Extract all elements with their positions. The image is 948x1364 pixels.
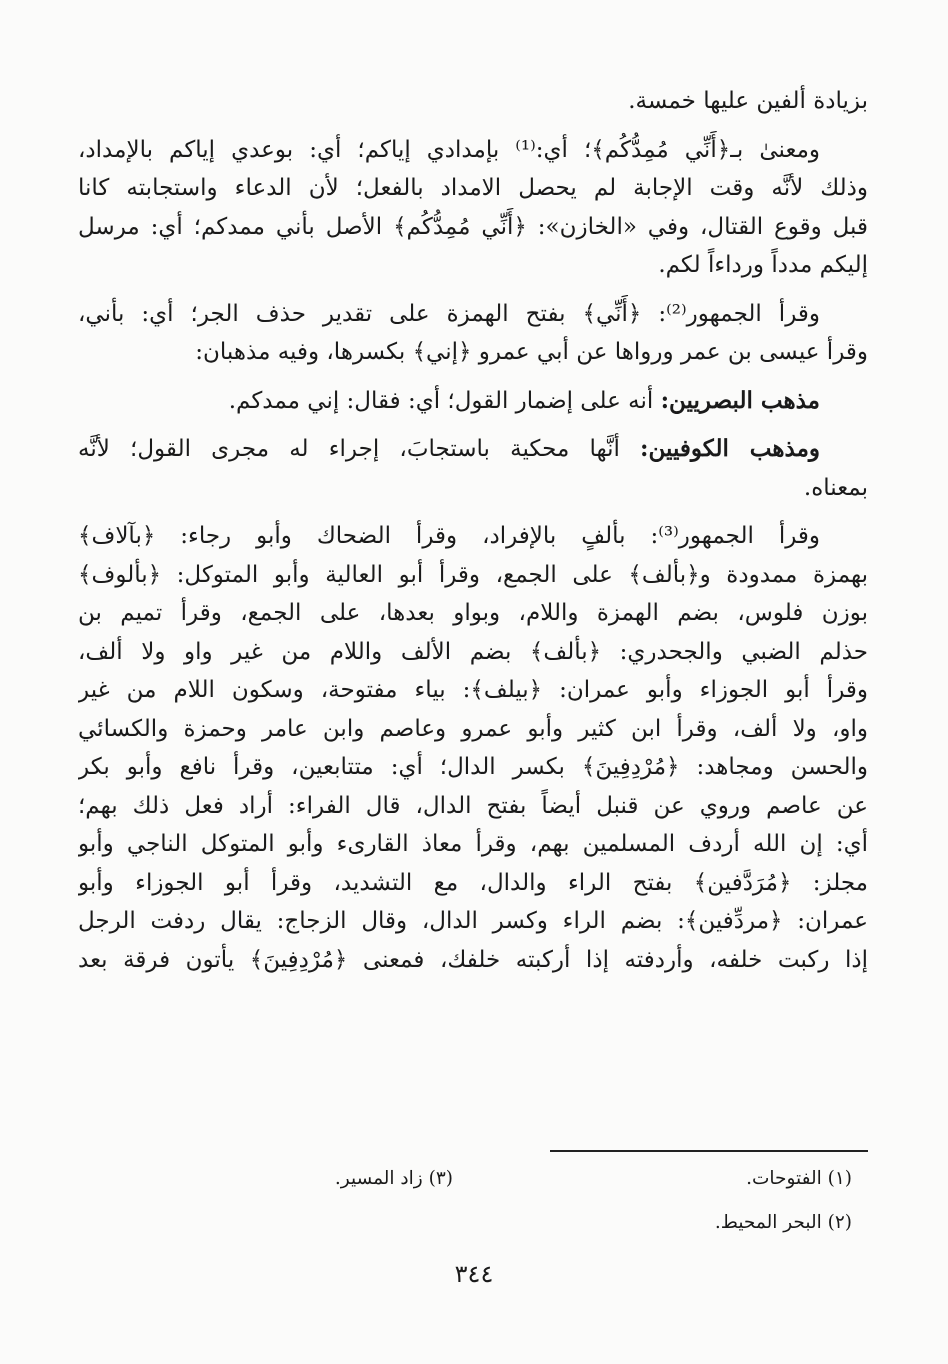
text-line: [78, 469, 868, 508]
text-line: [78, 382, 868, 421]
text-line: [78, 787, 868, 826]
line-text: إليكم مدداً ورداءاً لكم.: [658, 252, 868, 278]
line-text: أي: إن الله أردف المسلمين بهم، وقرأ معاذ القارىء وأبو المتوكل الناجي وأبو: [78, 831, 868, 857]
line-text: واو، ولا ألف، وقرأ ابن كثير وأبو عمرو وعاصم وابن عامر وحمزة والكسائي: [78, 715, 868, 742]
text-line: [78, 556, 868, 595]
paragraph-gap: [78, 507, 868, 517]
line-text: وقرأ عيسى بن عمر ورواها عن أبي عمرو ﴿إني﴾ بكسرها، وفيه مذهبان:: [195, 339, 868, 365]
text-line: [78, 246, 868, 285]
line-text: إذا ركبت خلفه، وأردفته إذا أركبته خلفك، فمعنى ﴿مُرْدِفِينَ﴾ يأتون فرقة بعد: [78, 946, 868, 973]
text-line: [78, 430, 868, 469]
text-line: [78, 864, 868, 903]
text-line: [78, 295, 868, 334]
text-line: [78, 169, 868, 208]
text-line: [78, 82, 868, 121]
text-line: [78, 594, 868, 633]
footnote-2: (٢) البحر المحيط.: [714, 1212, 852, 1233]
line-text: بهمزة ممدودة و﴿بألف﴾ على الجمع، وقرأ أبو العالية وأبو المتوكل: ﴿بألوف﴾: [78, 561, 868, 588]
line-text: حذلم الضبي والجحدري: ﴿بألف﴾ بضم الألف واللام من غير واو ولا ألف،: [78, 638, 868, 665]
text-line: [78, 208, 868, 247]
line-text: وذلك لأنَّه وقت الإجابة لم يحصل الامداد بالفعل؛ لأن الدعاء واستجابته كانا: [78, 175, 868, 201]
text-line: [78, 671, 868, 710]
text-line: [78, 333, 868, 372]
line-text: مجلز: ﴿مُرَدَّفين﴾ بفتح الراء والدال، مع التشديد، وقرأ أبو الجوزاء وأبو: [78, 869, 868, 896]
paragraph-gap: [78, 121, 868, 131]
paragraph-gap: [78, 285, 868, 295]
footnote-3: (٣) زاد المسير.: [334, 1168, 453, 1189]
bold-heading: ومذهب الكوفيين:: [640, 435, 820, 462]
paragraph-gap: [78, 372, 868, 382]
line-text: أنَّها محكية باستجابَ، إجراء له مجرى القول؛ لأنَّه: [78, 436, 641, 462]
line-text: ومعنىٰ بـ﴿أَنِّي مُمِدُّكُم﴾؛ أي:⁽¹⁾ بإمدادي إياكم؛ أي: بوعدي إياكم بالإمداد،: [78, 136, 820, 163]
line-text: بوزن فلوس، بضم الهمزة واللام، وبواو بعدها، على الجمع، وقرأ تميم بن: [78, 600, 868, 626]
line-text: وقرأ أبو الجوزاء وأبو عمران: ﴿بيلف﴾: بياء مفتوحة، وسكون اللام من غير: [78, 677, 868, 703]
line-text: بزيادة ألفين عليها خمسة.: [628, 88, 868, 114]
line-text: بمعناه.: [803, 474, 868, 501]
text-line: [78, 517, 868, 556]
line-text: وقرأ الجمهور⁽²⁾: ﴿أَنِّي﴾ بفتح الهمزة على تقدير حذف الجر؛ أي: بأني،: [78, 300, 820, 327]
line-text: أنه على إضمار القول؛ أي: فقال: إني ممدكم.: [228, 387, 661, 414]
footnote-1: (١) الفتوحات.: [746, 1168, 852, 1189]
text-line: [78, 633, 868, 672]
page-body: [78, 82, 868, 1322]
line-text: قبل وقوع القتال، وفي «الخازن»: ﴿أَنِّي مُمِدُّكُم﴾ الأصل بأني ممدكم؛ أي: مرسل: [78, 213, 868, 240]
text-line: [78, 902, 868, 941]
bold-heading: مذهب البصريين:: [660, 386, 820, 414]
text-line: [78, 825, 868, 864]
text-line: [78, 941, 868, 980]
line-text: وقرأ الجمهور⁽³⁾: بألفٍ بالإفراد، وقرأ الضحاك وأبو رجاء: ﴿بآلاف﴾: [78, 523, 821, 549]
line-text: والحسن ومجاهد: ﴿مُرْدِفِينَ﴾ بكسر الدال؛ أي: متتابعين، وقرأ نافع وأبو بكر: [78, 754, 868, 780]
footnote-divider: [550, 1150, 868, 1152]
line-text: عمران: ﴿مردِّفين﴾: بضم الراء وكسر الدال، وقال الزجاج: يقال ردفت الرجل: [78, 908, 868, 934]
page-number: ٣٤٤: [454, 1260, 494, 1288]
text-line: [78, 131, 868, 170]
line-text: عن عاصم وروي عن قنبل أيضاً بفتح الدال، قال الفراء: أراد فعل ذلك بهم؛: [78, 792, 868, 819]
paragraph-gap: [78, 420, 868, 430]
text-line: [78, 710, 868, 749]
text-line: [78, 748, 868, 787]
